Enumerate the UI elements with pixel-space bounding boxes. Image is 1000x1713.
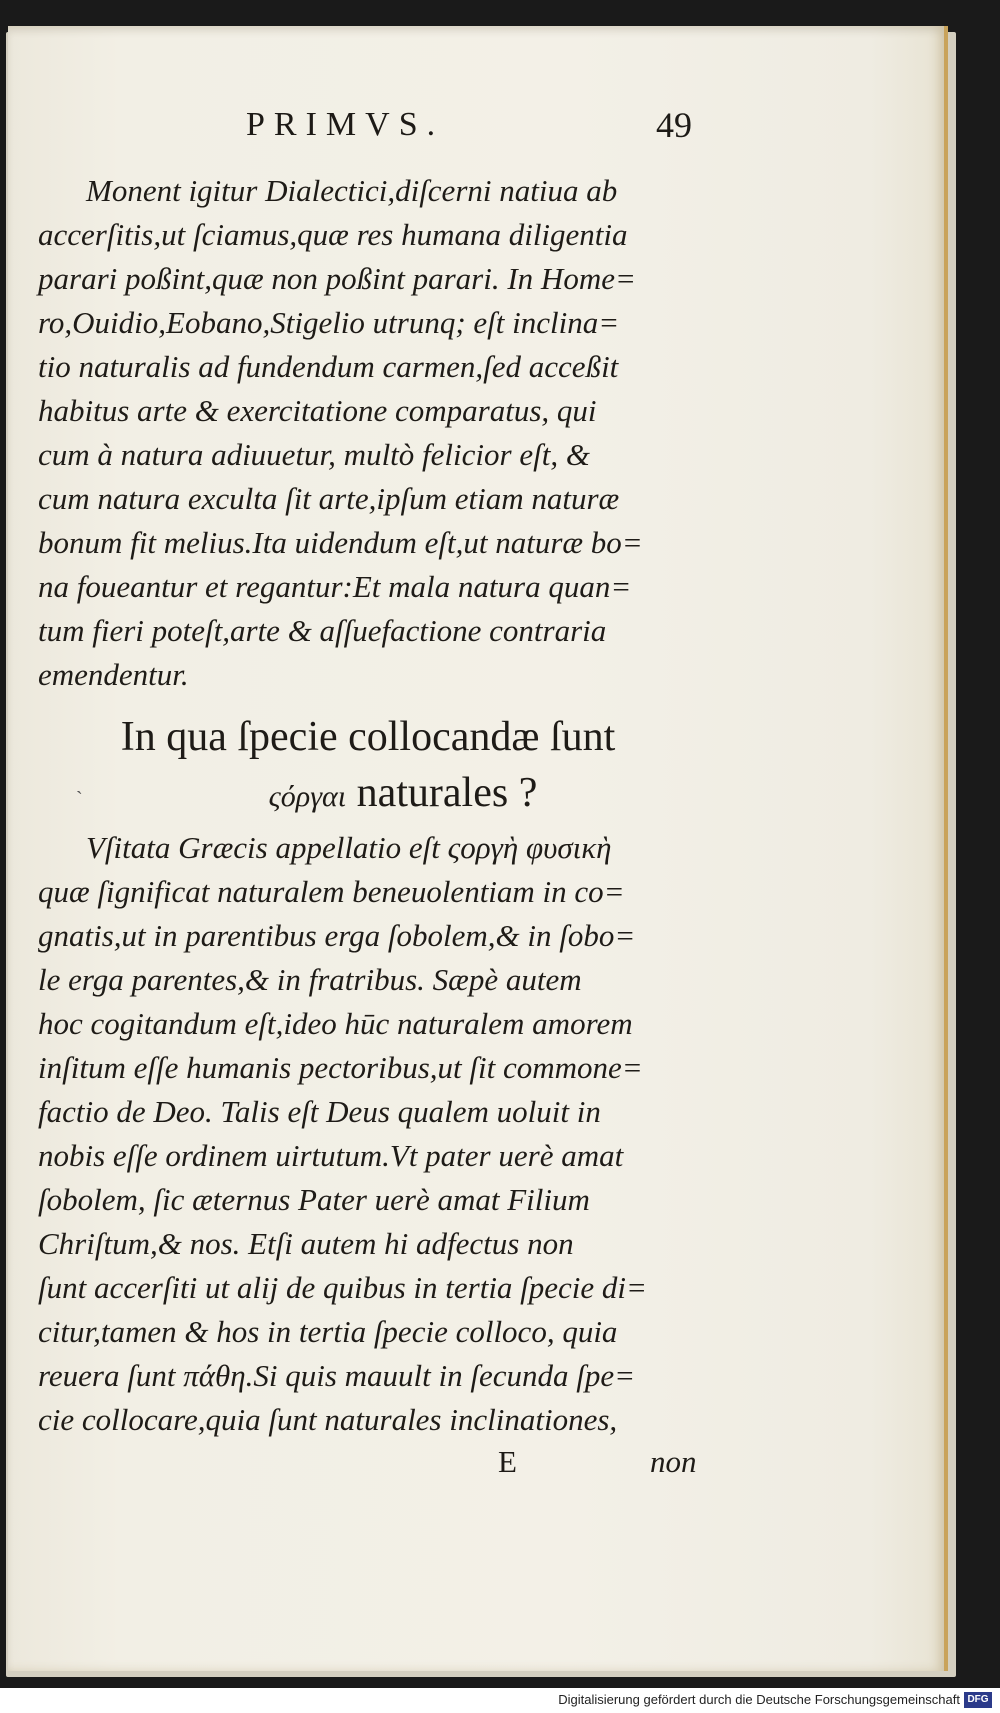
text-line: hoc cogitandum eſt,ideo hūc naturalem amorem bbox=[38, 1006, 633, 1041]
text-line: parari poßint,quæ non poßint parari. In Home= bbox=[38, 261, 636, 296]
text-line: nobis eſſe ordinem uirtutum.Vt pater uerè amat bbox=[38, 1138, 624, 1173]
heading-line-2 bbox=[8, 765, 728, 825]
text-line: reuera ſunt πάθη.Si quis mauult in ſecunda ſpe= bbox=[38, 1358, 636, 1393]
text-line: quæ ſignificat naturalem beneuolentiam in co= bbox=[38, 874, 625, 909]
catchline bbox=[8, 1444, 944, 1488]
text-line: inſitum eſſe humanis pectoribus,ut ſit commone= bbox=[38, 1050, 643, 1085]
text-line: emendentur. bbox=[38, 657, 189, 692]
text-line: tum fieri poteſt,arte & aſſuefactione contraria bbox=[38, 613, 607, 648]
dfg-logo-icon: DFG bbox=[964, 1692, 992, 1708]
section-heading bbox=[8, 709, 728, 825]
heading-greek-word: ςόργαι bbox=[268, 780, 347, 813]
text-line: Chriſtum,& nos. Etſi autem hi adfectus non bbox=[38, 1226, 574, 1261]
text-line: cum natura exculta ſit arte,ipſum etiam naturæ bbox=[38, 481, 620, 516]
text-line: gnatis,ut in parentibus erga ſobolem,& in ſobo= bbox=[38, 918, 636, 953]
paragraph-2 bbox=[38, 826, 718, 1442]
signature-mark: E bbox=[498, 1444, 517, 1479]
ink-mark: ˋ bbox=[76, 788, 83, 810]
text-line: Monent igitur Dialectici,diſcerni natiua ab bbox=[86, 173, 618, 208]
catchword: non bbox=[650, 1444, 697, 1479]
text-line: citur,tamen & hos in tertia ſpecie colloco, quia bbox=[38, 1314, 618, 1349]
text-line: ro,Ouidio,Eobano,Stigelio utrunq; eſt inclina= bbox=[38, 305, 620, 340]
paragraph-1 bbox=[38, 169, 718, 697]
text-line: le erga parentes,& in fratribus. Sæpè autem bbox=[38, 962, 582, 997]
running-head bbox=[8, 106, 944, 156]
text-line: factio de Deo. Talis eſt Deus qualem uoluit in bbox=[38, 1094, 601, 1129]
text-line: cum à natura adiuuetur, multò felicior eſt, & bbox=[38, 437, 590, 472]
heading-line-2-rest: naturales ? bbox=[356, 770, 538, 816]
text-line: bonum fit melius.Ita uidendum eſt,ut naturæ bo= bbox=[38, 525, 643, 560]
text-line: habitus arte & exercitatione comparatus, qui bbox=[38, 393, 597, 428]
text-line: na foueantur et regantur:Et mala natura quan= bbox=[38, 569, 632, 604]
footer-credit: Digitalisierung gefördert durch die Deutsche Forschungsgemeinschaft bbox=[558, 1692, 960, 1707]
text-line: ſunt accerſiti ut alij de quibus in tertia ſpecie di= bbox=[38, 1270, 647, 1305]
text-line: accerſitis,ut ſciamus,quæ res humana diligentia bbox=[38, 217, 628, 252]
digitization-footer bbox=[0, 1688, 1000, 1713]
book-page bbox=[8, 26, 948, 1671]
text-line: tio naturalis ad fundendum carmen,ſed acceßit bbox=[38, 349, 619, 384]
running-head-title: PRIMVS. bbox=[246, 106, 445, 143]
text-line: ſobolem, ſic æternus Pater uerè amat Filium bbox=[38, 1182, 590, 1217]
text-line: cie collocare,quia ſunt naturales inclinationes, bbox=[38, 1402, 618, 1437]
page-number: 49 bbox=[656, 105, 692, 145]
text-line: Vſitata Græcis appellatio eſt ςοργὴ φυσικὴ bbox=[86, 830, 612, 865]
heading-line-1: In qua ſpecie collocandæ ſunt bbox=[120, 714, 616, 760]
